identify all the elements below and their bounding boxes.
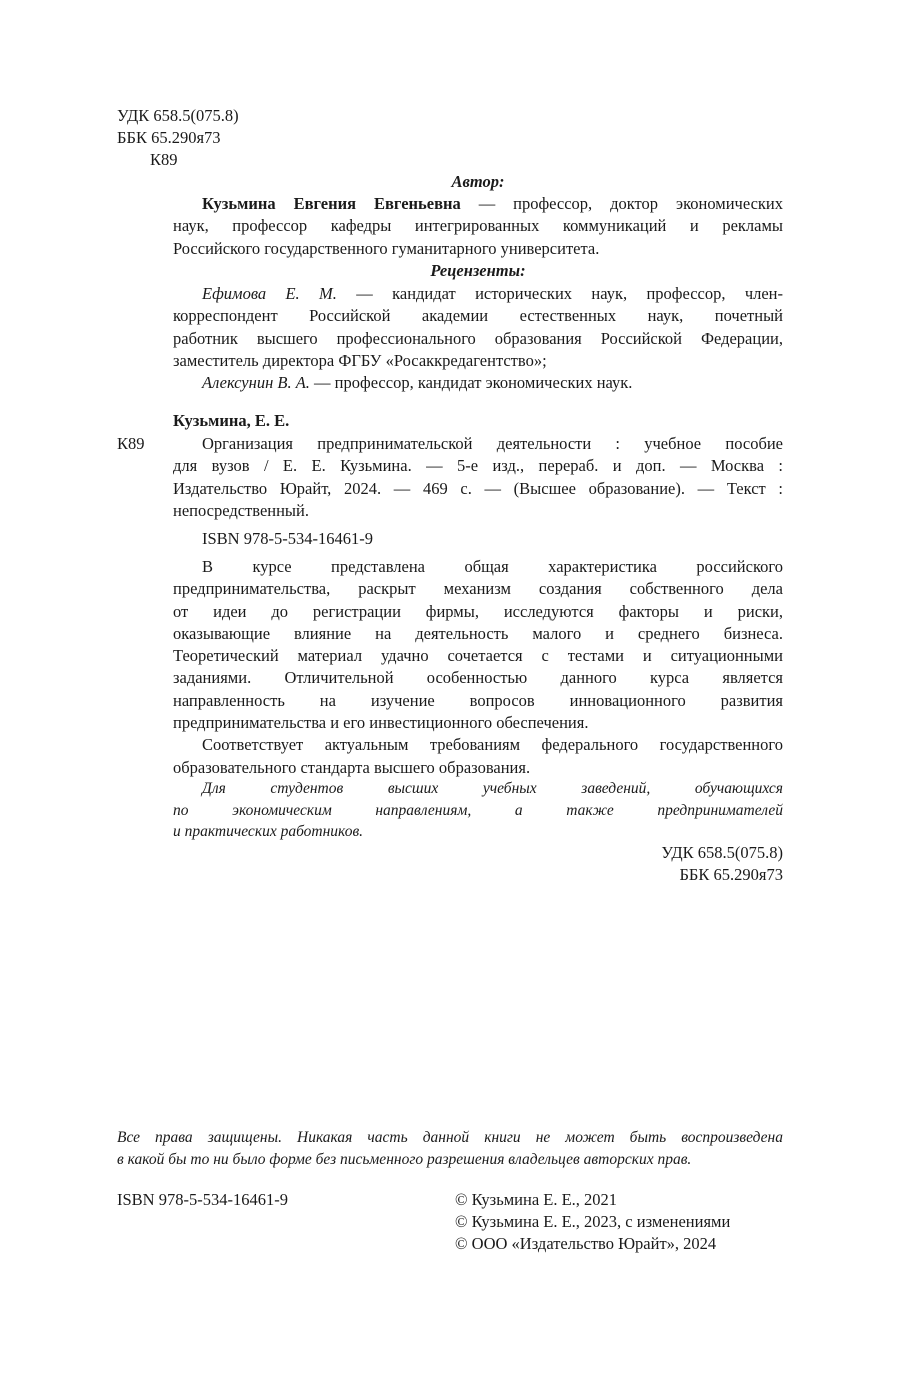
footer-isbn: ISBN 978-5-534-16461-9 bbox=[117, 1190, 288, 1209]
annotation-line: предпринимательства и его инвестиционного обеспечения. bbox=[173, 713, 589, 733]
rights-line: в какой бы то ни было форме без письменного разрешения владельцев авторских прав. bbox=[117, 1150, 692, 1168]
reviewer-1-line-4: заместитель директора ФГБУ «Росаккредагентство»; bbox=[173, 350, 547, 370]
reviewers-heading: Рецензенты: bbox=[430, 261, 526, 280]
reviewer-1-line-2: корреспондент Российской академии естественных наук, почетный bbox=[173, 306, 783, 326]
reviewer-1-block bbox=[173, 283, 783, 394]
annotation-line: Теоретический материал удачно сочетается с тестами и ситуационными bbox=[173, 646, 783, 666]
annotation-line: заданиями. Отличительной особенностью данного курса является bbox=[173, 668, 783, 688]
standard-line: образовательного стандарта высшего образования. bbox=[173, 757, 531, 777]
copyright-line: © Кузьмина Е. Е., 2021 bbox=[455, 1190, 618, 1209]
audience bbox=[173, 778, 783, 843]
udk-top: УДК 658.5(075.8) bbox=[117, 106, 239, 125]
author-line-1: Кузьмина Евгения Евгеньевна — профессор, доктор экономических bbox=[202, 194, 783, 213]
bib-author: Кузьмина, Е. Е. bbox=[173, 411, 290, 430]
bib-code: К89 bbox=[117, 434, 145, 453]
code-top: К89 bbox=[150, 150, 178, 169]
author-line-3: Российского государственного гуманитарного университета. bbox=[173, 238, 600, 258]
copyright-line: © ООО «Издательство Юрайт», 2024 bbox=[455, 1234, 717, 1253]
rights-notice bbox=[117, 1127, 783, 1170]
annotation-line: направленность на изучение вопросов инновационного развития bbox=[173, 690, 783, 710]
bib-description bbox=[173, 433, 783, 522]
audience-line: и практических работников. bbox=[173, 823, 364, 840]
udk-bottom: УДК 658.5(075.8) bbox=[661, 843, 783, 862]
audience-line: Для студентов высших учебных заведений, обучающихся bbox=[202, 780, 783, 797]
reviewer-1-line-3: работник высшего профессионального образования Российской Федерации, bbox=[173, 328, 783, 348]
rights-line: Все права защищены. Никакая часть данной книги не может быть воспроизведена bbox=[117, 1129, 783, 1146]
author-block bbox=[173, 193, 783, 260]
bib-line-4: непосредственный. bbox=[173, 500, 309, 520]
annotation bbox=[173, 556, 783, 779]
audience-line: по экономическим направлениям, а также предпринимателей bbox=[173, 801, 783, 819]
bib-line-3: Издательство Юрайт, 2024. — 469 с. — (Высшее образование). — Текст : bbox=[173, 478, 783, 498]
annotation-line: В курсе представлена общая характеристика российского bbox=[202, 557, 783, 576]
reviewer-1-line-1: Ефимова Е. М. — кандидат исторических наук, профессор, член- bbox=[202, 284, 783, 303]
annotation-line: от идеи до регистрации фирмы, исследуются факторы и риски, bbox=[173, 601, 783, 621]
isbn-line: ISBN 978-5-534-16461-9 bbox=[202, 529, 373, 548]
bib-line-1: Организация предпринимательской деятельности : учебное пособие bbox=[202, 434, 783, 453]
author-name: Кузьмина Евгения Евгеньевна bbox=[202, 194, 461, 213]
standard-line: Соответствует актуальным требованиям федерального государственного bbox=[202, 735, 783, 755]
bbk-top: ББК 65.290я73 bbox=[117, 128, 221, 147]
author-line-2: наук, профессор кафедры интегрированных коммуникаций и рекламы bbox=[173, 216, 783, 236]
copyright-line: © Кузьмина Е. Е., 2023, с изменениями bbox=[455, 1212, 731, 1231]
reviewer-2-name: Алексунин В. А. bbox=[202, 373, 310, 393]
author-heading: Автор: bbox=[451, 172, 505, 191]
reviewer-1-name: Ефимова Е. М. bbox=[202, 284, 337, 303]
reviewer-2-line: Алексунин В. А. — профессор, кандидат экономических наук. bbox=[202, 373, 633, 393]
bib-line-2: для вузов / Е. Е. Кузьмина. — 5-е изд., перераб. и доп. — Москва : bbox=[173, 456, 783, 476]
bbk-bottom: ББК 65.290я73 bbox=[679, 865, 783, 884]
annotation-line: оказывающие влияние на деятельность малого и среднего бизнеса. bbox=[173, 623, 783, 643]
annotation-line: предпринимательства, раскрыт механизм создания собственного дела bbox=[173, 579, 783, 599]
